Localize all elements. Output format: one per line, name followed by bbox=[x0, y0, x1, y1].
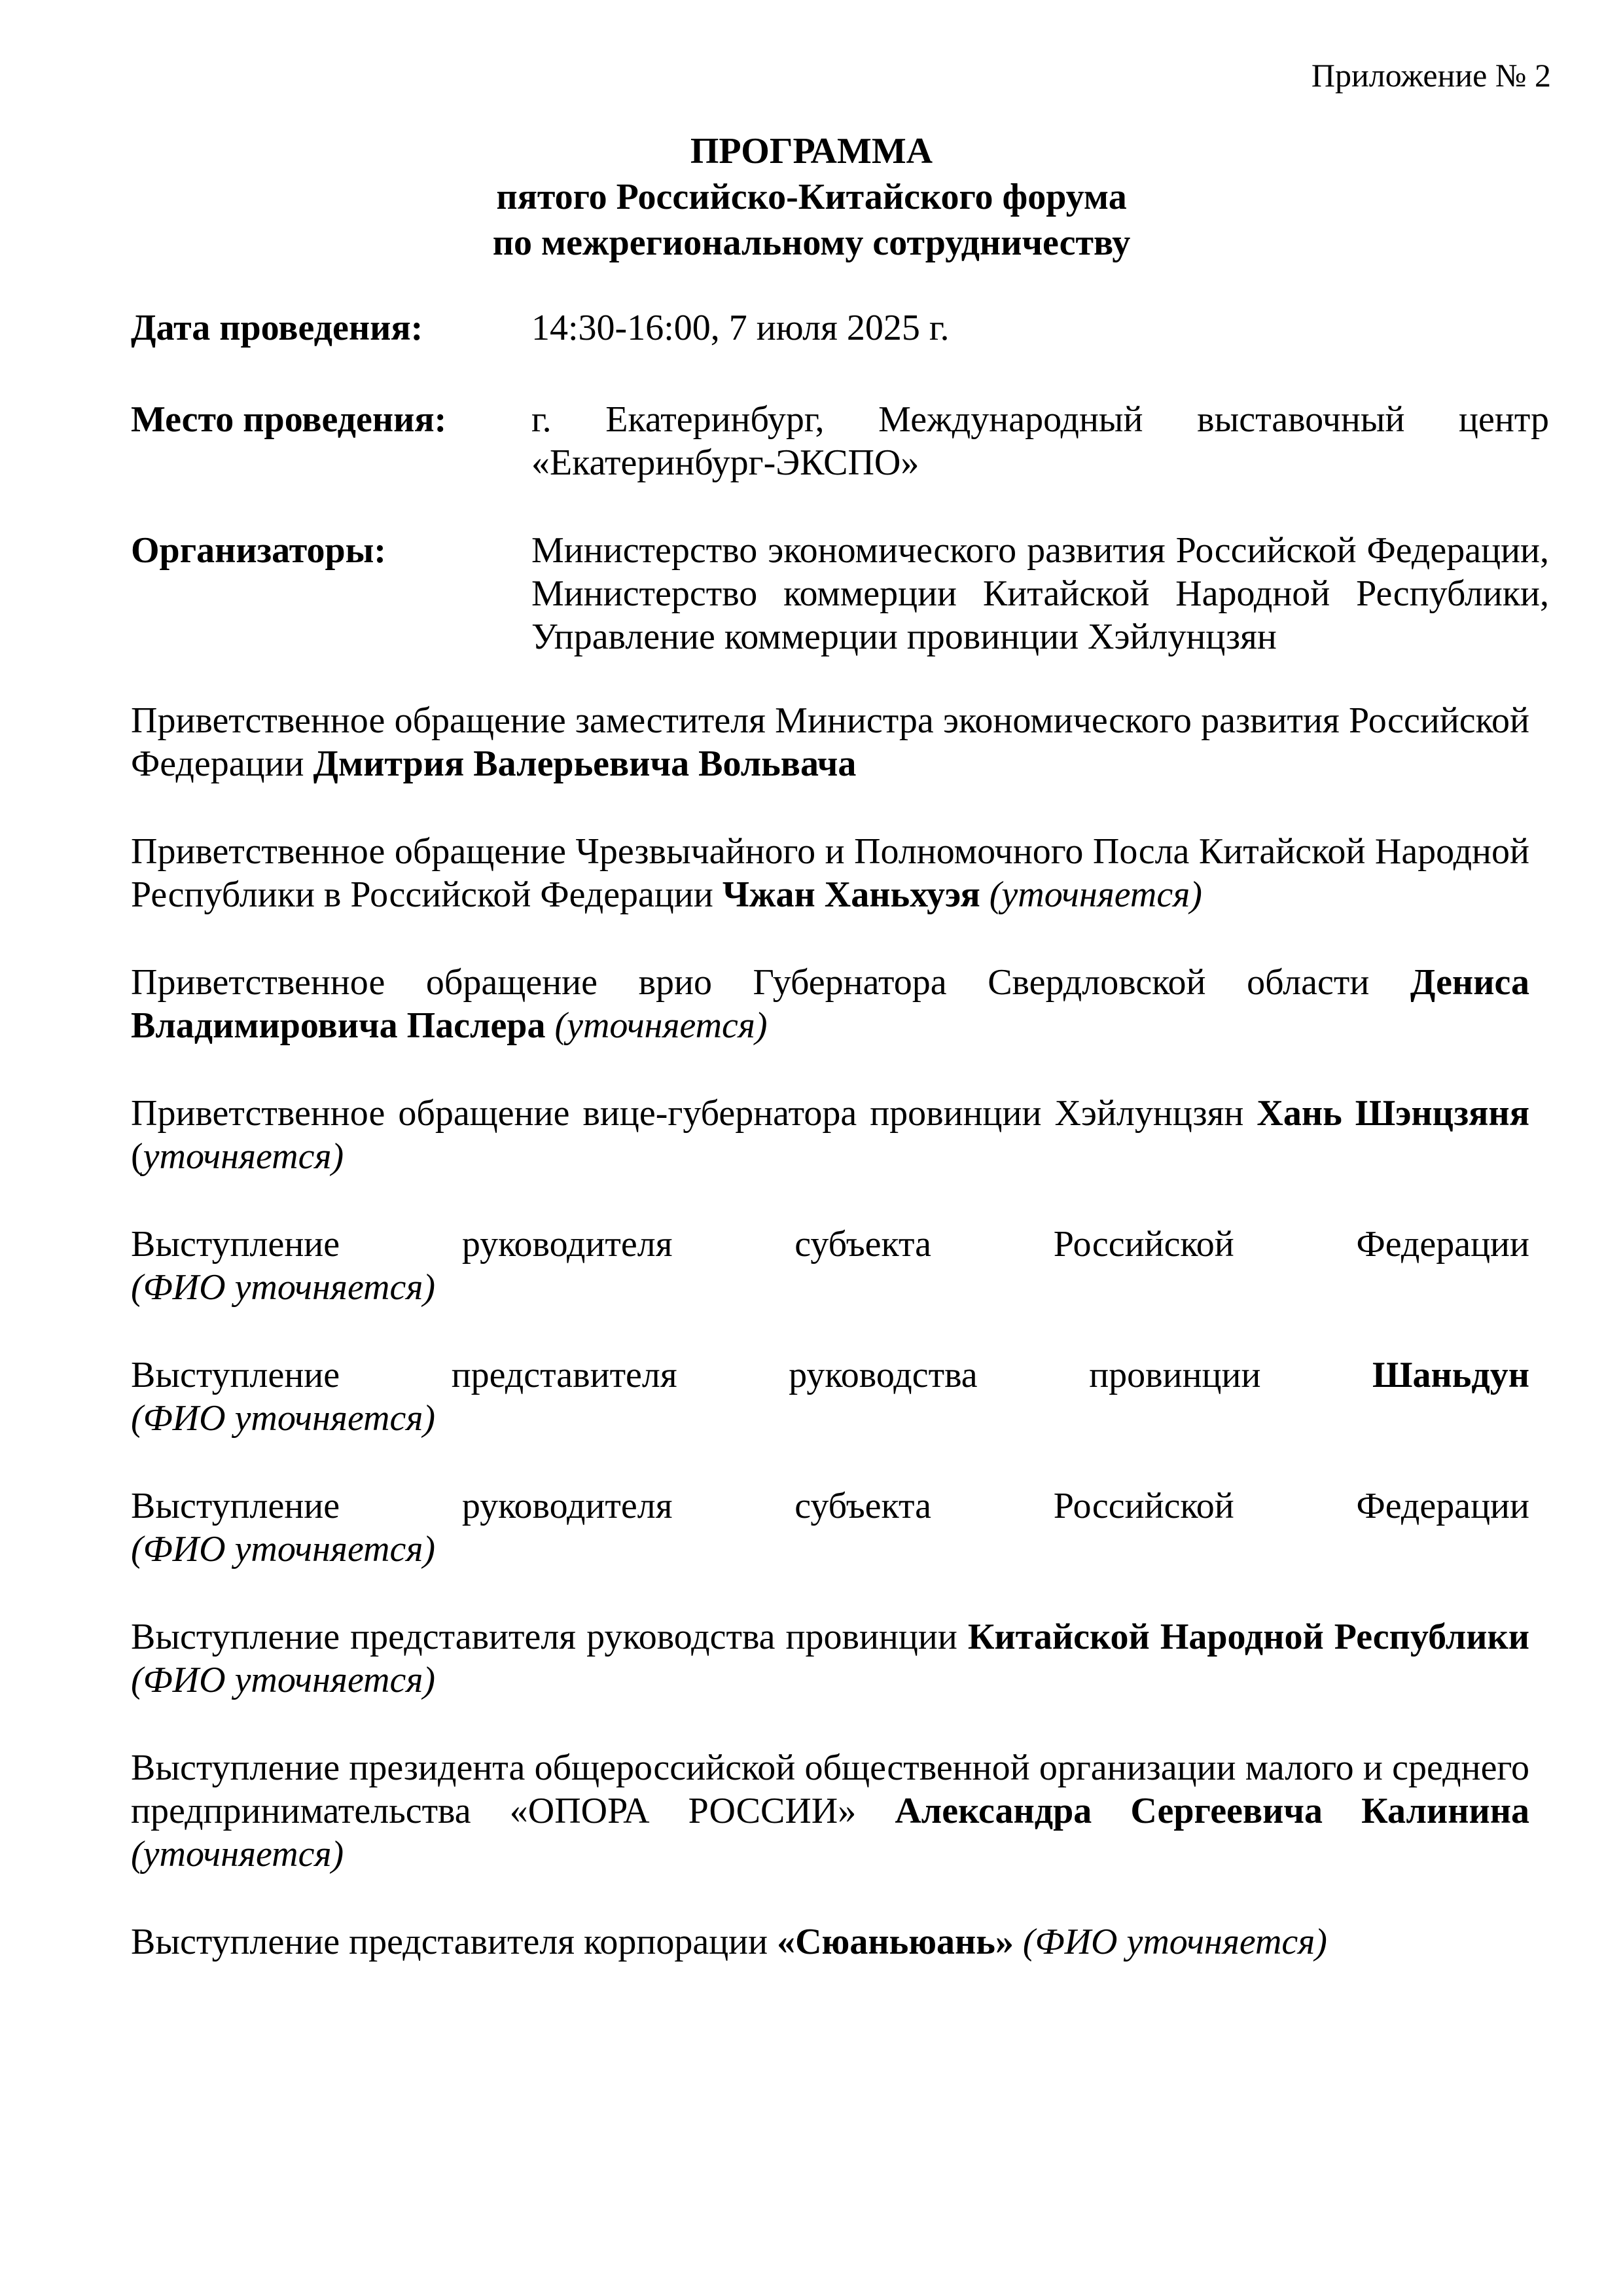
speaker-name: Дмитрия Валерьевича Вольвача bbox=[313, 744, 857, 784]
speaker-note: (уточняется) bbox=[554, 1005, 768, 1046]
program-item bbox=[131, 1092, 1529, 1178]
program-item-text: Приветственное обращение врио Губернатора Свердловской области bbox=[131, 962, 1410, 1003]
program-item bbox=[131, 830, 1529, 916]
speaker-note: (ФИО уточняется) bbox=[1022, 1922, 1327, 1962]
program-item bbox=[131, 1615, 1529, 1702]
program-item-text: Приветственное обращение заместителя Министра экономического развития Российской Федерации bbox=[131, 700, 1529, 784]
organizers-label: Организаторы: bbox=[131, 530, 387, 571]
place-value: г. Екатеринбург, Международный выставочный центр «Екатеринбург-ЭКСПО» bbox=[531, 399, 1549, 483]
program-item bbox=[131, 1484, 1529, 1571]
page-title bbox=[0, 128, 1623, 266]
speaker-name: «Сюаньюань» bbox=[777, 1922, 1014, 1962]
speaker-name: Чжан Ханьхуэя bbox=[722, 874, 980, 915]
speaker-note: (ФИО уточняется) bbox=[131, 1398, 436, 1439]
speaker-note: (ФИО уточняется) bbox=[131, 1267, 436, 1308]
speaker-note: уточняется) bbox=[143, 1136, 344, 1177]
speaker-name: Китайской Народной Республики bbox=[967, 1617, 1529, 1657]
speaker-note: (ФИО уточняется) bbox=[131, 1660, 436, 1700]
title-line-3: по межрегиональному сотрудничеству bbox=[492, 223, 1131, 263]
program-item bbox=[131, 1920, 1529, 1964]
speaker-name: Дениса Владимировича Паслера bbox=[131, 962, 1529, 1046]
program-item-text: Выступление руководителя субъекта Российской Федерации bbox=[131, 1486, 1529, 1526]
annex-label: Приложение № 2 bbox=[1311, 57, 1551, 94]
speaker-note-open: ( bbox=[131, 1136, 143, 1177]
program-item-text: Выступление представителя корпорации bbox=[131, 1922, 777, 1962]
speaker-note: (уточняется) bbox=[131, 1834, 344, 1874]
program-item-text: Выступление представителя руководства провинции bbox=[131, 1617, 968, 1657]
program-item-text: Выступление президента общероссийской общественной организации малого и среднего предпринимательства «ОПОРА РОССИИ» bbox=[131, 1748, 1529, 1831]
program-item-text: Выступление представителя руководства провинции bbox=[131, 1355, 1373, 1395]
date-value: 14:30-16:00, 7 июля 2025 г. bbox=[531, 308, 950, 348]
program-item bbox=[131, 699, 1529, 785]
date-label: Дата проведения: bbox=[131, 308, 423, 348]
place-label: Место проведения: bbox=[131, 399, 447, 440]
program-item-text: Приветственное обращение вице-губернатора провинции Хэйлунцзян bbox=[131, 1093, 1257, 1134]
program-item bbox=[131, 1354, 1529, 1440]
program-item bbox=[131, 1223, 1529, 1309]
program-item-text: Выступление руководителя субъекта Российской Федерации bbox=[131, 1224, 1529, 1265]
title-line-1: ПРОГРАММА bbox=[690, 131, 933, 171]
title-line-2: пятого Российско-Китайского форума bbox=[496, 177, 1127, 217]
speaker-name: Шаньдун bbox=[1372, 1355, 1529, 1395]
program-item bbox=[131, 961, 1529, 1047]
speaker-name: Хань Шэнцзяня bbox=[1257, 1093, 1529, 1134]
program-item-text: Приветственное обращение Чрезвычайного и Полномочного Посла Китайской Народной Республики в Российской Федерации bbox=[131, 831, 1529, 915]
speaker-note: (ФИО уточняется) bbox=[131, 1529, 436, 1570]
speaker-name: Александра Сергеевича Калинина bbox=[895, 1791, 1529, 1831]
program-item-line bbox=[131, 1354, 1529, 1397]
organizers-value: Министерство экономического развития Российской Федерации, Министерство коммерции Китайской Народной Республики, Управление коммерции провинции Хэйлунцзян bbox=[531, 530, 1549, 657]
program-item bbox=[131, 1746, 1529, 1876]
speaker-note: (уточняется) bbox=[989, 874, 1202, 915]
